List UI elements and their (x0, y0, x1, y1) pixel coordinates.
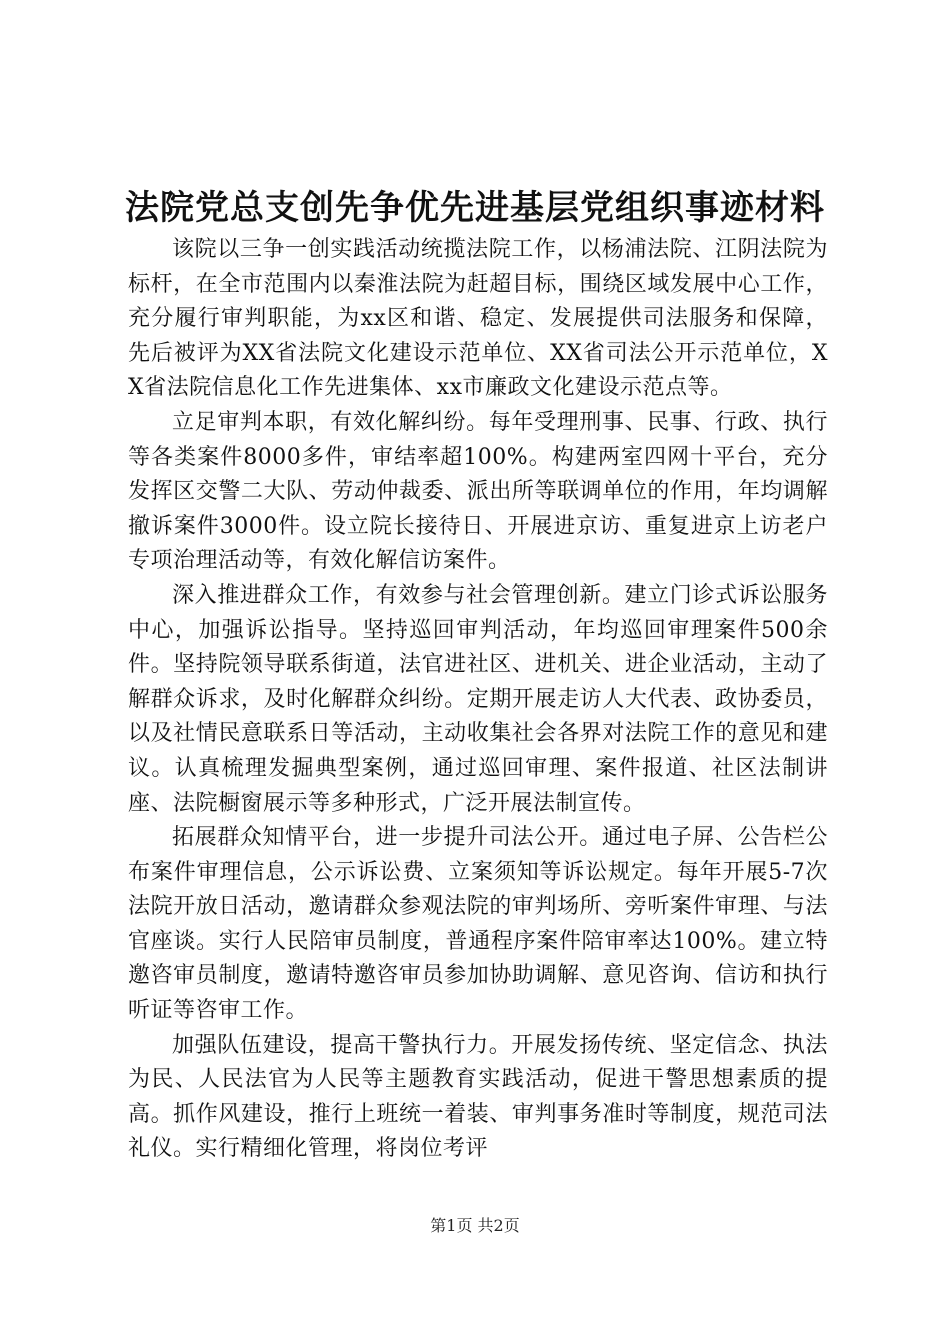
document-body (128, 233, 828, 1167)
document-title: 法院党总支创先争优先进基层党组织事迹材料 (125, 188, 825, 228)
body-paragraph-4: 拓展群众知情平台，进一步提升司法公开。通过电子屏、公告栏公布案件审理信息，公示诉讼费、立案须知等诉讼规定。每年开展5-7次法院开放日活动，邀请群众参观法院的审判场所、旁听案件审理、与法官座谈。实行人民陪审员制度，普通程序案件陪审率达100%。建立特邀咨审员制度，邀请特邀咨审员参加协助调解、意见咨询、信访和执行听证等咨审工作。 (128, 825, 828, 1024)
body-paragraph-5: 加强队伍建设，提高干警执行力。开展发扬传统、坚定信念、执法为民、人民法官为人民等主题教育实践活动，促进干警思想素质的提高。抓作风建设，推行上班统一着装、审判事务准时等制度，规范司法礼仪。实行精细化管理，将岗位考评 (128, 1032, 828, 1162)
body-paragraph-1: 该院以三争一创实践活动统揽法院工作，以杨浦法院、江阴法院为标杆，在全市范围内以秦淮法院为赶超目标，围绕区域发展中心工作，充分履行审判职能，为xx区和谐、稳定、发展提供司法服务和保障，先后被评为XX省法院文化建设示范单位、XX省司法公开示范单位，XX省法院信息化工作先进集体、xx市廉政文化建设示范点等。 (128, 237, 828, 401)
body-paragraph-3: 深入推进群众工作，有效参与社会管理创新。建立门诊式诉讼服务中心，加强诉讼指导。坚持巡回审判活动，年均巡回审理案件500余件。坚持院领导联系街道，法官进社区、进机关、进企业活动，主动了解群众诉求，及时化解群众纠纷。定期开展走访人大代表、政协委员，以及社情民意联系日等活动，主动收集社会各界对法院工作的意见和建议。认真梳理发掘典型案例，通过巡回审理、案件报道、社区法制讲座、法院橱窗展示等多种形式，广泛开展法制宣传。 (128, 582, 828, 816)
page-number-footer: 第1页 共2页 (430, 1216, 520, 1235)
body-paragraph-2: 立足审判本职，有效化解纠纷。每年受理刑事、民事、行政、执行等各类案件8000多件，审结率超100%。构建两室四网十平台，充分发挥区交警二大队、劳动仲裁委、派出所等联调单位的作用，年均调解撤诉案件3000件。设立院长接待日、开展进京访、重复进京上访老户专项治理活动等，有效化解信访案件。 (128, 409, 828, 574)
